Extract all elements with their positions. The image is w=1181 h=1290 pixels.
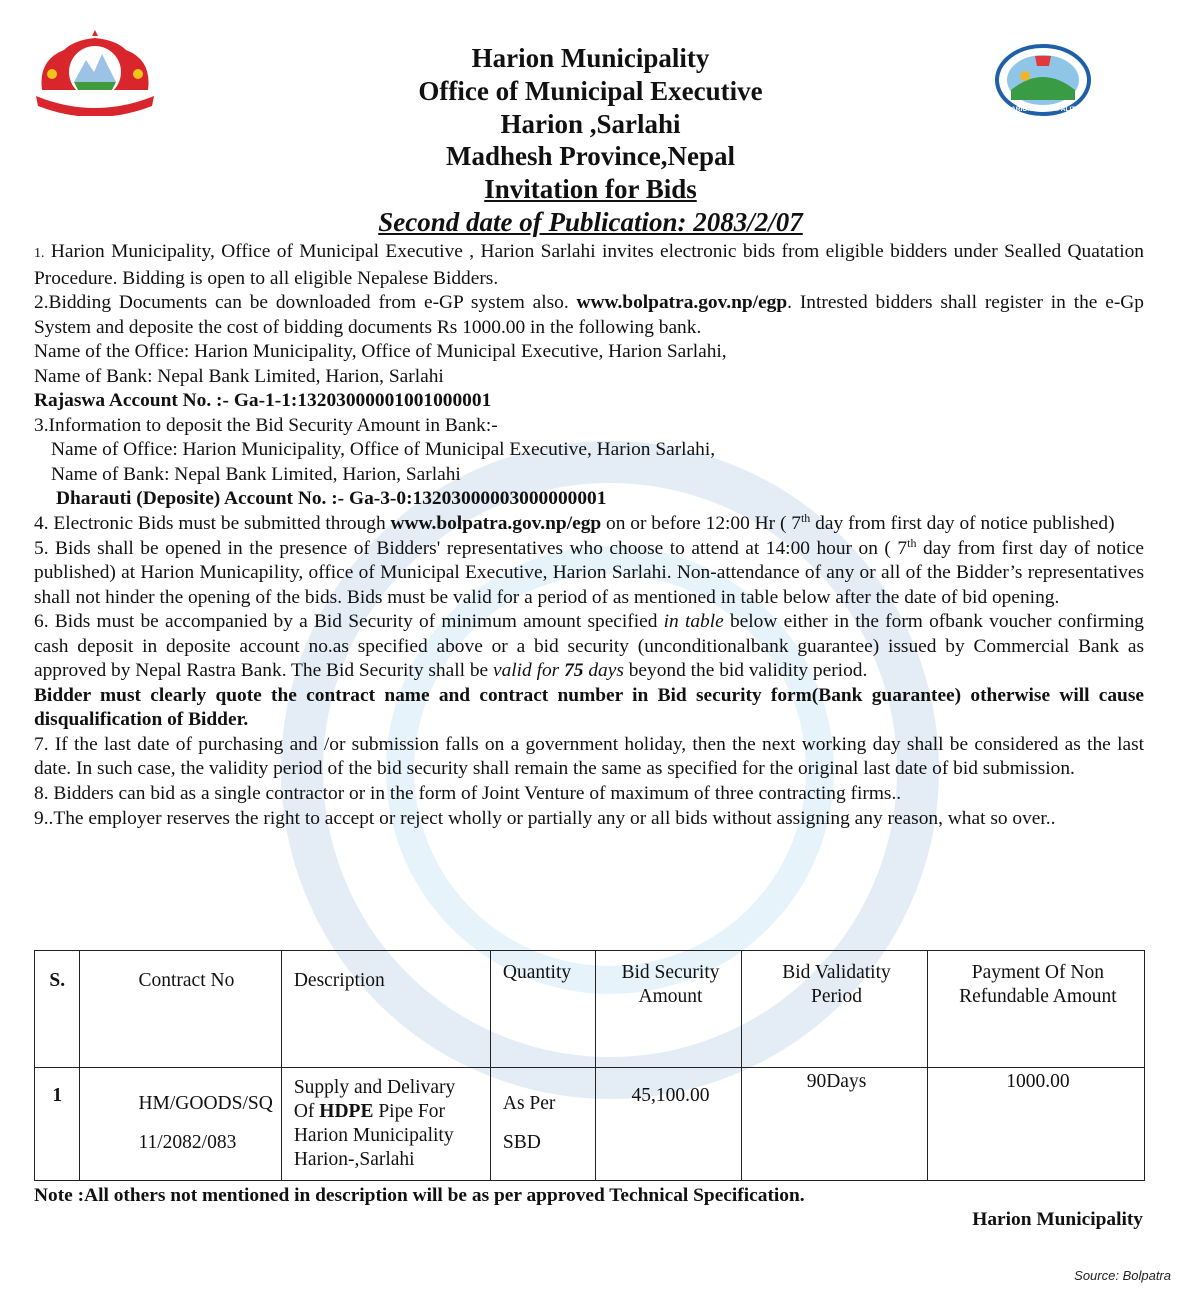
- egp-link[interactable]: www.bolpatra.gov.np/egp: [576, 292, 788, 314]
- header-payment: Payment Of Non Refundable Amount: [927, 951, 1144, 1068]
- publication-date: Second date of Publication: 2083/2/07: [378, 206, 803, 237]
- clause-6: 6. Bids must be accompanied by a Bid Security of minimum amount specified in table below either in the form ofbank voucher confirming cash deposit in deposite account no.as specified above or a bid security (unconditionalbank guarantee) issued by Commercial Bank as approved by Nepal Rastra Bank. The Bid Security shall be valid for 75 days beyond the bid validity period.: [34, 611, 1145, 682]
- row-description: Supply and Delivary Of HDPE Pipe For Harion Municipality Harion-,Sarlahi: [281, 1068, 490, 1181]
- clause-2: 2.Bidding Documents can be downloaded from e-GP system also. www.bolpatra.gov.np/egp. Intrested bidders shall register in the e-Gp System and deposite the cost of bidding documents Rs 1000.00 in the following bank.: [34, 292, 1144, 338]
- rajaswa-account: Rajaswa Account No. :- Ga-1-1:13203000001001000001: [34, 390, 492, 412]
- office-line-1: Name of the Office: Harion Municipality, Office of Municipal Executive, Harion Sarlahi,: [34, 341, 727, 363]
- clause-8: 8. Bidders can bid as a single contractor or in the form of Joint Venture of maximum of three contracting firms..: [34, 783, 902, 805]
- clause-6-warning: Bidder must clearly quote the contract name and contract number in Bid security form(Bank guarantee) otherwise will cause disqualification of Bidder.: [34, 684, 1144, 731]
- header-bid-validity: Bid Validatity Period: [742, 951, 928, 1068]
- clause-4: 4. Electronic Bids must be submitted through www.bolpatra.gov.np/egp on or before 12:00 Hr ( 7th day from first day of notice published): [34, 511, 1115, 535]
- header-description: Description: [281, 951, 490, 1068]
- notice-title: Invitation for Bids: [484, 174, 697, 205]
- row-bid-validity: 90Days: [742, 1068, 928, 1181]
- clause-7: 7. If the last date of purchasing and /or submission falls on a government holiday, then the next working day shall be considered as the last date. In such case, the validity period of the bid security shall remain the same as specified for the original last date of bid submission.: [34, 733, 1144, 780]
- office-line-2: Name of Office: Harion Municipality, Office of Municipal Executive, Harion Sarlahi,: [51, 439, 716, 461]
- header-contract-no: Contract No: [80, 951, 281, 1068]
- signature: Harion Municipality: [972, 1209, 1143, 1230]
- location: Harion ,Sarlahi: [500, 108, 681, 139]
- table-header-row: [35, 951, 1145, 1068]
- notice-header: [0, 42, 1181, 239]
- dharauti-account: Dharauti (Deposite) Account No. :- Ga-3-0:13203000003000000001: [56, 488, 607, 510]
- province: Madhesh Province,Nepal: [446, 141, 735, 172]
- row-sn: 1: [35, 1068, 80, 1181]
- egp-link-2[interactable]: www.bolpatra.gov.np/egp: [390, 513, 602, 535]
- clause-1: 1. Harion Municipality, Office of Municipal Executive , Harion Sarlahi invites electronic bids from eligible bidders under Sealled Quatation Procedure. Bidding is open to all eligible Nepalese Bidders.: [34, 241, 1144, 289]
- office-name: Office of Municipal Executive: [418, 75, 763, 106]
- seal-text: HARION MUNICIPALITY: [1006, 106, 1080, 113]
- header-bid-security: Bid Security Amount: [595, 951, 742, 1068]
- municipality-name: Harion Municipality: [471, 43, 710, 73]
- bank-line-1: Name of Bank: Nepal Bank Limited, Harion, Sarlahi: [34, 365, 444, 387]
- table-row: [35, 1068, 1145, 1181]
- note: Note :All others not mentioned in description will be as per approved Technical Specification.: [34, 1185, 805, 1206]
- row-quantity: As Per SBD: [490, 1068, 595, 1181]
- row-bid-security: 45,100.00: [595, 1068, 742, 1181]
- clause-9: 9..The employer reserves the right to accept or reject wholly or partially any or all bids without assigning any reason, what so over..: [34, 807, 1056, 829]
- bank-line-2: Name of Bank: Nepal Bank Limited, Harion, Sarlahi: [51, 463, 461, 485]
- clause-5: 5. Bids shall be opened in the presence of Bidders' representatives who choose to attend at 14:00 hour on ( 7th day from first day of notice published) at Harion Municapility, office of Municipal Executive, Harion Sarlahi. Non-attendance of any or all of the Bidder’s representatives shall not hinder the opening of the bids. Bids must be valid for a period of as mentioned in table below after the date of bid opening.: [34, 535, 1144, 608]
- clause-3: 3.Information to deposit the Bid Security Amount in Bank:-: [34, 414, 498, 436]
- header-quantity: Quantity: [490, 951, 595, 1068]
- header-sn: S.: [35, 951, 80, 1068]
- bid-table: [34, 950, 1145, 1181]
- source-credit: Source: Bolpatra: [1074, 1268, 1171, 1283]
- notice-body: [34, 240, 1144, 831]
- row-payment: 1000.00: [927, 1068, 1144, 1181]
- row-contract-no: HM/GOODS/SQ 11/2082/083: [80, 1068, 281, 1181]
